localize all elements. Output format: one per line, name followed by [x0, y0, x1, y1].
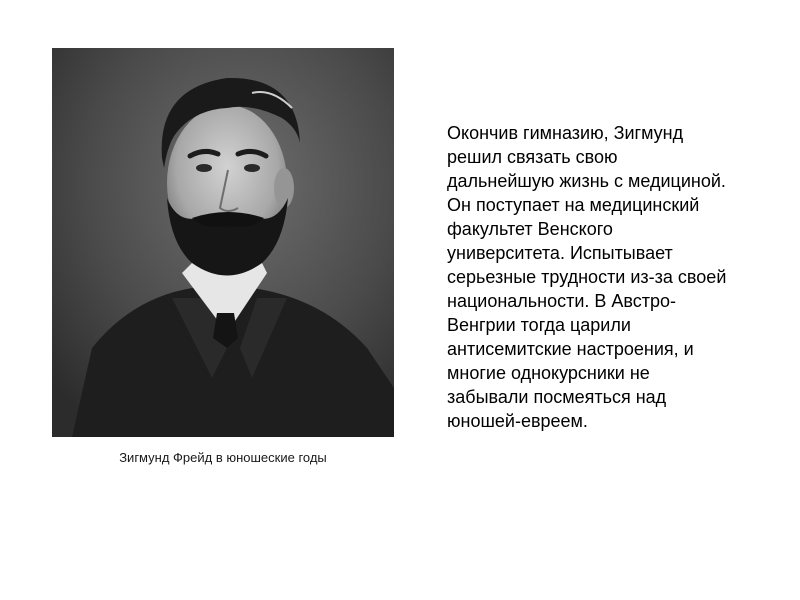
portrait-illustration: [52, 48, 394, 437]
body-text: Окончив гимназию, Зигмунд решил связать свою дальнейшую жизнь с медициной. Он поступает на медицинский факультет Венского университета. Испытывает серьезные трудности из-за своей национальности. В Австро- Венгрии тогда царили антисемитские настроения, и многие однокурсники не забывали посмеяться над юношей-евреем.: [447, 123, 727, 431]
portrait-photo: [52, 48, 394, 437]
photo-caption: Зигмунд Фрейд в юношеские годы: [119, 450, 327, 465]
